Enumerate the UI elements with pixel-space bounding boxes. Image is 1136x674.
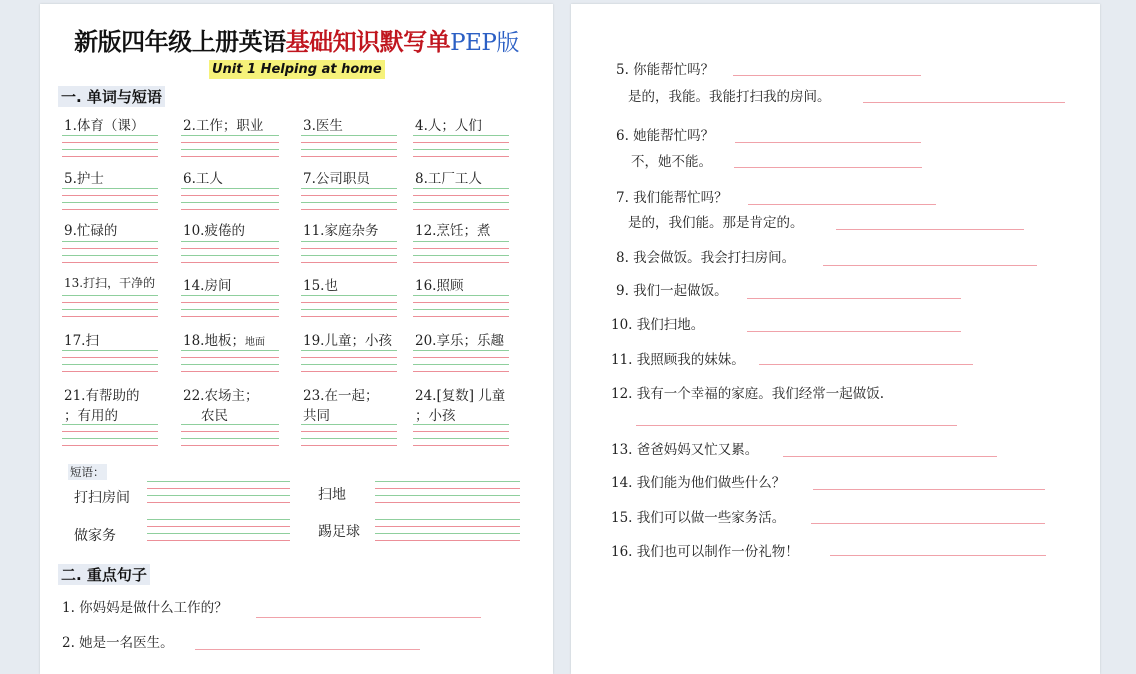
writing-line[interactable] (413, 188, 509, 189)
writing-line[interactable] (413, 195, 509, 196)
word-label: 7.公司职员 (303, 171, 370, 187)
writing-line[interactable] (181, 371, 279, 372)
word-item (303, 167, 370, 187)
word-label: 6.工人 (183, 171, 223, 187)
writing-line[interactable] (413, 357, 509, 358)
writing-line[interactable] (62, 316, 158, 317)
writing-line[interactable] (147, 488, 290, 489)
writing-line[interactable] (301, 316, 397, 317)
word-item (415, 219, 490, 239)
writing-line[interactable] (147, 519, 290, 520)
sentence-8: 8. 我会做饭。我会打扫房间。 (616, 250, 796, 266)
section-words-heading: 一. 单词与短语 (58, 86, 165, 107)
writing-line[interactable] (301, 248, 397, 249)
writing-line[interactable] (413, 149, 509, 150)
word-item (303, 114, 343, 134)
writing-line[interactable] (413, 156, 509, 157)
writing-line[interactable] (181, 364, 279, 365)
answer-line[interactable] (759, 364, 973, 365)
word-item (415, 329, 504, 349)
answer-line[interactable] (836, 229, 1024, 230)
writing-line[interactable] (62, 156, 158, 157)
word-label: 18.地板； (183, 333, 245, 349)
word-item (415, 274, 463, 294)
writing-line[interactable] (181, 255, 279, 256)
writing-line[interactable] (301, 262, 397, 263)
answer-line[interactable] (256, 617, 481, 618)
writing-line[interactable] (413, 302, 509, 303)
writing-line[interactable] (181, 445, 279, 446)
answer-line[interactable] (735, 142, 921, 143)
writing-line[interactable] (181, 209, 279, 210)
section-sentences-heading: 二. 重点句子 (58, 564, 150, 585)
word-label: 3.医生 (303, 118, 343, 134)
word-label: 12.烹饪；煮 (415, 223, 491, 239)
writing-line[interactable] (62, 364, 158, 365)
writing-line[interactable] (301, 431, 397, 432)
writing-line[interactable] (301, 255, 397, 256)
writing-line[interactable] (375, 481, 520, 482)
answer-line[interactable] (811, 523, 1045, 524)
writing-line[interactable] (375, 502, 520, 503)
writing-line[interactable] (62, 350, 158, 351)
word-item (183, 384, 258, 424)
word-item (183, 167, 223, 187)
writing-line[interactable] (62, 371, 158, 372)
word-item (64, 167, 104, 187)
writing-line[interactable] (375, 495, 520, 496)
writing-line[interactable] (413, 350, 509, 351)
word-label: 4.人；人们 (415, 118, 482, 134)
writing-line[interactable] (62, 424, 158, 425)
writing-line[interactable] (413, 202, 509, 203)
word-item (303, 329, 392, 349)
writing-line[interactable] (301, 364, 397, 365)
word-item (64, 219, 117, 239)
writing-line[interactable] (181, 248, 279, 249)
writing-line[interactable] (181, 295, 279, 296)
writing-line[interactable] (181, 302, 279, 303)
writing-line[interactable] (181, 309, 279, 310)
title-part-1: 新版四年级上册英语 (74, 28, 286, 56)
writing-line[interactable] (301, 156, 397, 157)
writing-line[interactable] (62, 302, 158, 303)
writing-line[interactable] (413, 445, 509, 446)
writing-line[interactable] (413, 241, 509, 242)
writing-line[interactable] (375, 519, 520, 520)
sentence-13: 13. 爸爸妈妈又忙又累。 (611, 442, 759, 458)
writing-line[interactable] (62, 195, 158, 196)
writing-line[interactable] (147, 495, 290, 496)
writing-line[interactable] (413, 316, 509, 317)
sentence-2: 2. 她是一名医生。 (62, 635, 174, 651)
writing-line[interactable] (62, 149, 158, 150)
writing-line[interactable] (413, 142, 509, 143)
writing-line[interactable] (301, 371, 397, 372)
word-label: 24.[复数] 儿童 (415, 388, 506, 404)
sentence-14: 14. 我们能为他们做些什么？ (611, 475, 786, 491)
writing-line[interactable] (301, 350, 397, 351)
word-item (415, 114, 482, 134)
writing-line[interactable] (62, 188, 158, 189)
writing-line[interactable] (181, 438, 279, 439)
writing-line[interactable] (413, 295, 509, 296)
writing-line[interactable] (301, 241, 397, 242)
phrases-label: 短语： (70, 465, 105, 479)
word-item (183, 329, 265, 349)
word-label: 15.也 (303, 278, 338, 294)
writing-line[interactable] (62, 295, 158, 296)
word-label-line2: ；有用的 (64, 408, 118, 424)
word-item (415, 167, 482, 187)
writing-line[interactable] (62, 209, 158, 210)
word-item (303, 219, 378, 239)
answer-line[interactable] (863, 102, 1065, 103)
word-label: 2.工作；职业 (183, 118, 264, 134)
writing-line[interactable] (181, 357, 279, 358)
writing-line[interactable] (181, 316, 279, 317)
writing-line[interactable] (147, 481, 290, 482)
word-label: 8.工厂工人 (415, 171, 482, 187)
sentence-10: 10. 我们扫地。 (611, 317, 705, 333)
writing-line[interactable] (147, 502, 290, 503)
writing-line[interactable] (181, 156, 279, 157)
writing-line[interactable] (413, 438, 509, 439)
answer-line[interactable] (734, 167, 922, 168)
title-part-3: PEP版 (450, 30, 519, 56)
writing-line[interactable] (301, 195, 397, 196)
right-page (571, 4, 1100, 674)
answer-line[interactable] (823, 265, 1037, 266)
sentence-16: 16. 我们也可以制作一份礼物！ (611, 544, 799, 560)
sentence-1: 1. 你妈妈是做什么工作的？ (62, 600, 228, 616)
word-label: 9.忙碌的 (64, 223, 118, 239)
sentence-6-answer: 不，她不能。 (631, 154, 712, 170)
writing-line[interactable] (301, 209, 397, 210)
writing-line[interactable] (413, 209, 509, 210)
word-label: 23.在一起； (303, 388, 379, 404)
answer-line[interactable] (636, 425, 957, 426)
writing-line[interactable] (181, 262, 279, 263)
sentence-5-answer: 是的，我能。我能打扫我的房间。 (628, 89, 831, 105)
writing-line[interactable] (301, 438, 397, 439)
word-item (64, 329, 99, 349)
writing-line[interactable] (181, 142, 279, 143)
writing-line[interactable] (301, 295, 397, 296)
word-label: 19.儿童；小孩 (303, 333, 392, 349)
answer-line[interactable] (195, 649, 420, 650)
writing-line[interactable] (181, 195, 279, 196)
word-label: 11.家庭杂务 (303, 223, 379, 239)
writing-line[interactable] (375, 540, 520, 541)
writing-line[interactable] (62, 357, 158, 358)
answer-line[interactable] (747, 331, 961, 332)
writing-line[interactable] (181, 135, 279, 136)
writing-line[interactable] (147, 540, 290, 541)
writing-line[interactable] (413, 255, 509, 256)
writing-line[interactable] (181, 188, 279, 189)
writing-line[interactable] (301, 445, 397, 446)
left-page (40, 4, 553, 674)
word-label: 21.有帮助的 (64, 388, 140, 404)
writing-line[interactable] (62, 202, 158, 203)
writing-line[interactable] (301, 149, 397, 150)
unit-label: Unit 1 Helping at home (209, 60, 385, 79)
answer-line[interactable] (748, 204, 936, 205)
writing-line[interactable] (62, 309, 158, 310)
writing-line[interactable] (147, 526, 290, 527)
word-label: 22.农场主； (183, 388, 259, 404)
answer-line[interactable] (733, 75, 921, 76)
word-label: 1.体育（课） (64, 118, 145, 134)
word-label: 10.疲倦的 (183, 223, 245, 239)
word-label-line2: 农民 (201, 408, 228, 424)
writing-line[interactable] (62, 248, 158, 249)
writing-line[interactable] (181, 431, 279, 432)
writing-line[interactable] (413, 309, 509, 310)
writing-line[interactable] (181, 241, 279, 242)
writing-line[interactable] (301, 424, 397, 425)
writing-line[interactable] (62, 135, 158, 136)
writing-line[interactable] (62, 142, 158, 143)
sentence-7: 7. 我们能帮忙吗？ (616, 190, 728, 206)
sentence-15: 15. 我们可以做一些家务活。 (611, 510, 786, 526)
phrase-item: 打扫房间 (74, 490, 130, 506)
phrase-item: 踢足球 (318, 524, 360, 540)
sentence-9: 9. 我们一起做饭。 (616, 283, 728, 299)
writing-line[interactable] (413, 431, 509, 432)
writing-line[interactable] (181, 149, 279, 150)
word-label: 20.享乐；乐趣 (415, 333, 504, 349)
sentence-6: 6. 她能帮忙吗？ (616, 128, 715, 144)
writing-line[interactable] (62, 445, 158, 446)
writing-line[interactable] (375, 533, 520, 534)
word-label-note: 地面 (244, 337, 265, 348)
word-item (64, 274, 155, 291)
writing-line[interactable] (301, 302, 397, 303)
phrase-item: 扫地 (318, 487, 346, 503)
writing-line[interactable] (413, 135, 509, 136)
writing-line[interactable] (62, 241, 158, 242)
word-label: 17.扫 (64, 333, 99, 349)
writing-line[interactable] (375, 488, 520, 489)
word-item (303, 384, 378, 424)
writing-line[interactable] (301, 202, 397, 203)
writing-line[interactable] (413, 371, 509, 372)
writing-line[interactable] (301, 357, 397, 358)
word-label: 16.照顾 (415, 278, 464, 294)
word-item (64, 384, 139, 424)
word-item (415, 384, 505, 424)
word-label: 13.打扫，干净的 (64, 276, 156, 290)
writing-line[interactable] (62, 255, 158, 256)
sentence-5: 5. 你能帮忙吗？ (616, 62, 715, 78)
writing-line[interactable] (413, 248, 509, 249)
writing-line[interactable] (375, 526, 520, 527)
writing-line[interactable] (413, 262, 509, 263)
writing-line[interactable] (62, 262, 158, 263)
word-label: 14.房间 (183, 278, 232, 294)
page-title (40, 22, 553, 57)
word-item (183, 219, 245, 239)
writing-line[interactable] (301, 188, 397, 189)
sentence-12: 12. 我有一个幸福的家庭。我们经常一起做饭. (611, 386, 885, 402)
writing-line[interactable] (181, 424, 279, 425)
word-item (183, 274, 231, 294)
phrase-item: 做家务 (74, 528, 116, 544)
writing-line[interactable] (181, 202, 279, 203)
writing-line[interactable] (301, 309, 397, 310)
word-label: 5.护士 (64, 171, 104, 187)
answer-line[interactable] (813, 489, 1045, 490)
answer-line[interactable] (783, 456, 997, 457)
writing-line[interactable] (147, 533, 290, 534)
writing-line[interactable] (413, 364, 509, 365)
word-label-line2: 共同 (303, 408, 330, 424)
title-part-2: 基础知识默写单 (285, 28, 451, 56)
word-label-line2: ；小孩 (415, 408, 456, 424)
writing-line[interactable] (181, 350, 279, 351)
writing-line[interactable] (62, 438, 158, 439)
word-item (64, 114, 144, 134)
writing-line[interactable] (301, 135, 397, 136)
answer-line[interactable] (830, 555, 1046, 556)
writing-line[interactable] (301, 142, 397, 143)
word-item (303, 274, 338, 294)
sentence-7-answer: 是的，我们能。那是肯定的。 (628, 215, 804, 231)
writing-line[interactable] (62, 431, 158, 432)
word-item (183, 114, 263, 134)
sentence-11: 11. 我照顾我的妹妹。 (611, 352, 745, 368)
writing-line[interactable] (413, 424, 509, 425)
answer-line[interactable] (747, 298, 961, 299)
